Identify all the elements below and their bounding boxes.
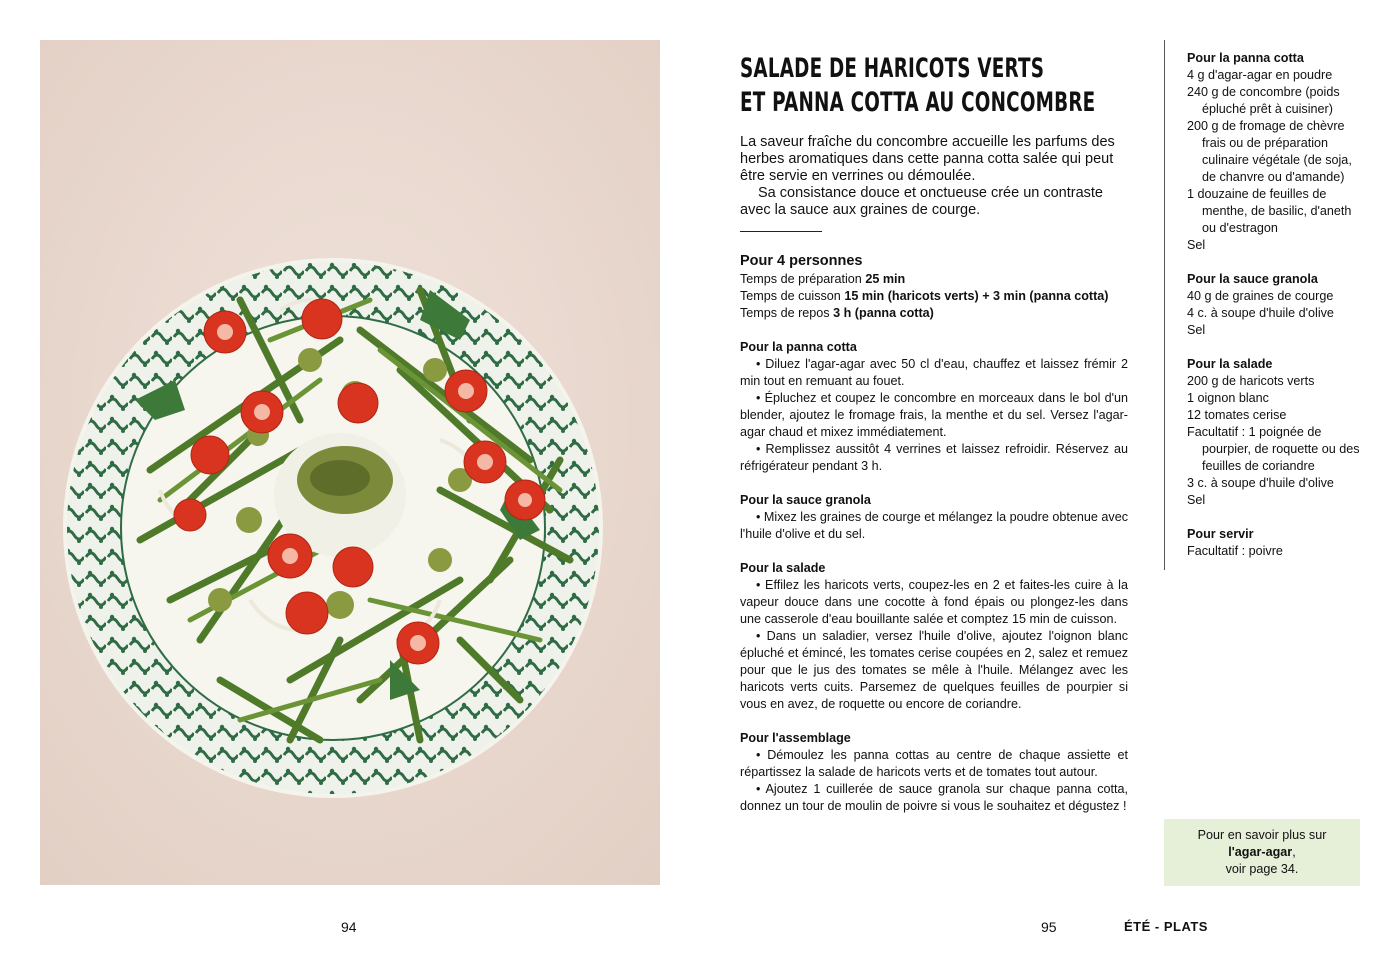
recipe-instructions — [740, 251, 1128, 815]
ingredient-item: 4 c. à soupe d'huile d'olive — [1187, 306, 1334, 320]
ingredient-item: 1 douzaine de feuilles de menthe, de basilic, d'aneth ou d'estragon — [1187, 187, 1352, 235]
step-paragraph: • Remplissez aussitôt 4 verrines et laissez refroidir. Réservez au réfrigérateur pendant 3 h. — [740, 442, 1128, 473]
ingredient-item: Sel — [1187, 323, 1206, 337]
recipe-title — [740, 52, 1095, 120]
note-line-1: Pour en savoir plus sur — [1197, 828, 1327, 842]
ingredient-item: 1 oignon blanc — [1187, 391, 1269, 405]
intro-paragraph-2: Sa consistance douce et onctueuse crée un contraste avec la sauce aux graines de courge. — [740, 185, 1103, 218]
ingredient-item: 3 c. à soupe d'huile d'olive — [1187, 476, 1334, 490]
ingredients-section-granola — [1187, 271, 1367, 339]
rest-time — [740, 305, 1128, 322]
ingredient-item: 4 g d'agar-agar en poudre — [1187, 68, 1333, 82]
note-line-3: voir page 34. — [1225, 862, 1299, 876]
ingredients-section-panna-cotta — [1187, 50, 1367, 254]
rest-time-value: 3 h (panna cotta) — [833, 306, 934, 320]
ingredients-heading: Pour la panna cotta — [1187, 51, 1304, 65]
step-heading-assemblage: Pour l'assemblage — [740, 731, 851, 745]
ingredient-item: Facultatif : 1 poignée de pourpier, de roquette ou des feuilles de coriandre — [1187, 425, 1360, 473]
ingredient-item: Sel — [1187, 238, 1206, 252]
step-paragraph: • Effilez les haricots verts, coupez-les en 2 et faites-les cuire à la vapeur douce dans une cocotte à fond épais ou plongez-les dans une casserole d'eau bouillante salée et comptez 15 min de cuisson. — [740, 578, 1128, 626]
step-paragraph: • Dans un saladier, versez l'huile d'olive, ajoutez l'oignon blanc épluché et émincé, les tomates cerise coupées en 2, salez et remuez pour que le jus des tomates se mêle à l'huile. Mélangez avec les haricots verts cuits. Parsemez de quelques feuilles de pourpier si vous en avez, de roquette ou encore de coriandre. — [740, 629, 1128, 711]
step-heading-granola: Pour la sauce granola — [740, 493, 871, 507]
note-term-suffix: , — [1292, 845, 1296, 859]
cook-time-value: 15 min (haricots verts) + 3 min (panna cotta) — [844, 289, 1109, 303]
cook-time-label: Temps de cuisson — [740, 289, 841, 303]
ingredient-item: 240 g de concombre (poids épluché prêt à cuisiner) — [1187, 85, 1340, 116]
ingredients-list — [1187, 50, 1367, 560]
ingredient-item: 12 tomates cerise — [1187, 408, 1287, 422]
cross-reference-note — [1164, 819, 1360, 886]
cook-time — [740, 288, 1128, 305]
ingredients-heading: Pour la salade — [1187, 357, 1273, 371]
step-paragraph: • Diluez l'agar-agar avec 50 cl d'eau, chauffez et laissez frémir 2 min tout en remuant au fouet. — [740, 357, 1128, 388]
step-paragraph: • Ajoutez 1 cuillerée de sauce granola sur chaque panna cotta, donnez un tour de moulin de poivre si vous le souhaitez et dégustez ! — [740, 782, 1128, 813]
page-number-right: 95 — [1041, 919, 1057, 935]
recipe-intro — [740, 134, 1125, 219]
prep-time-value: 25 min — [865, 272, 906, 286]
page-number-left: 94 — [341, 919, 357, 935]
ingredients-section-salade — [1187, 356, 1367, 509]
section-label: ÉTÉ - PLATS — [1124, 919, 1208, 934]
step-heading-panna-cotta: Pour la panna cotta — [740, 340, 857, 354]
step-paragraph: • Mixez les graines de courge et mélangez la poudre obtenue avec l'huile d'olive et du sel. — [740, 510, 1128, 541]
ingredient-item: Sel — [1187, 493, 1206, 507]
note-line-2 — [1164, 844, 1360, 861]
rest-time-label: Temps de repos — [740, 306, 830, 320]
ingredients-heading: Pour la sauce granola — [1187, 272, 1318, 286]
ingredient-item: Facultatif : poivre — [1187, 544, 1283, 558]
step-paragraph: • Démoulez les panna cottas au centre de chaque assiette et répartissez la salade de haricots verts et de tomates tout autour. — [740, 748, 1128, 779]
prep-time-label: Temps de préparation — [740, 272, 862, 286]
ingredients-heading: Pour servir — [1187, 527, 1254, 541]
ingredient-item: 200 g de haricots verts — [1187, 374, 1315, 388]
prep-time — [740, 271, 1128, 288]
intro-divider — [740, 231, 822, 232]
intro-paragraph-1: La saveur fraîche du concombre accueille les parfums des herbes aromatiques dans cette panna cotta salée qui peut être servie en verrines ou démoulée. — [740, 134, 1115, 184]
sidebar-divider — [1164, 40, 1165, 570]
step-heading-salade: Pour la salade — [740, 561, 826, 575]
recipe-title-line-1: SALADE DE HARICOTS VERTS — [740, 53, 1045, 84]
servings: Pour 4 personnes — [740, 253, 863, 269]
ingredient-item: 200 g de fromage de chèvre frais ou de préparation culinaire végétale (de soja, de chanvre ou d'amande) — [1187, 119, 1352, 184]
note-term: l'agar-agar — [1228, 845, 1293, 859]
step-paragraph: • Épluchez et coupez le concombre en morceaux dans le bol d'un blender, ajoutez le fromage frais, la menthe et du sel. Versez l'agar-agar chaud et mixez immédiatement. — [740, 391, 1128, 439]
ingredients-section-servir — [1187, 526, 1367, 560]
recipe-photo — [40, 40, 660, 885]
recipe-times — [740, 271, 1128, 322]
ingredient-item: 40 g de graines de courge — [1187, 289, 1334, 303]
recipe-title-line-2: ET PANNA COTTA AU CONCOMBRE — [740, 87, 1096, 118]
